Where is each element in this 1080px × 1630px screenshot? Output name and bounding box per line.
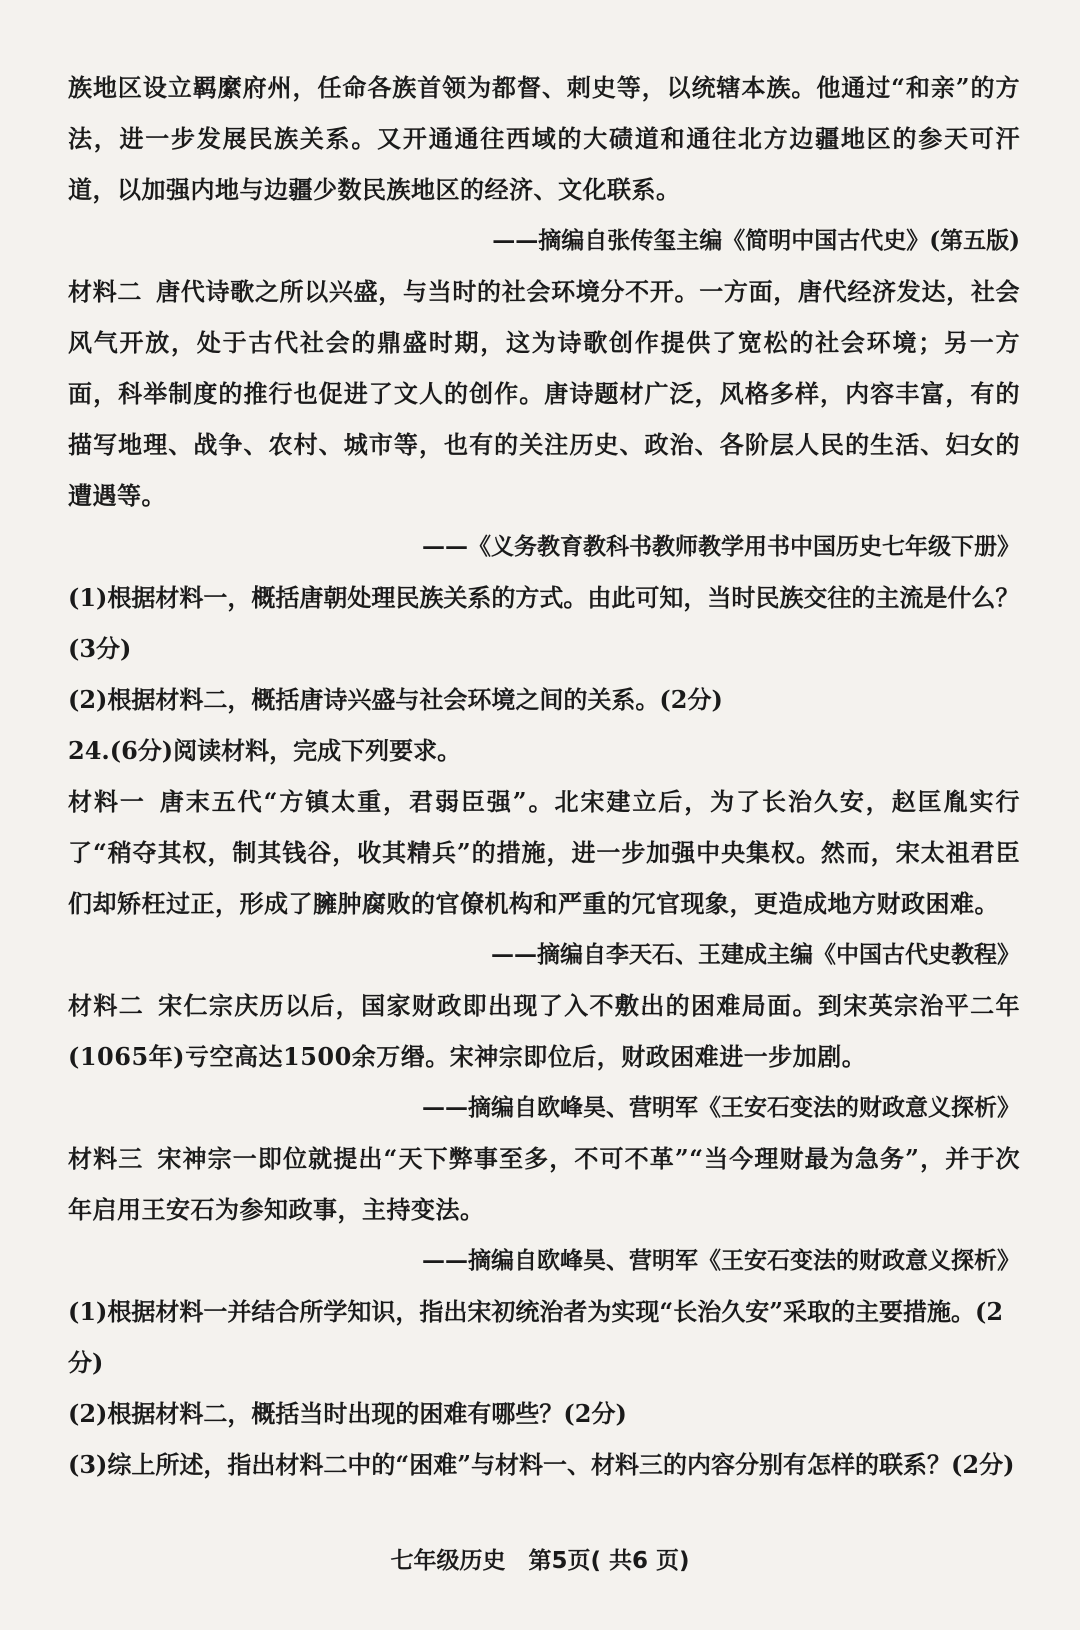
q24-part1: (1)根据材料一并结合所学知识，指出宋初统治者为实现“长治久安”采取的主要措施。(2分): [68, 1297, 1004, 1377]
q24-material1-paragraph: [68, 776, 1020, 929]
material1-continuation: 族地区设立羁縻府州，任命各族首领为都督、刺史等，以统辖本族。他通过“和亲”的方法，进一步发展民族关系。又开通通往西域的大碛道和通往北方边疆地区的参天可汗道，以加强内地与边疆少数民族地区的经济、文化联系。: [68, 73, 1020, 204]
material1-citation: ——摘编自张传玺主编《简明中国古代史》(第五版): [492, 227, 1020, 254]
material2-paragraph: [68, 266, 1020, 521]
material2-text: 唐代诗歌之所以兴盛，与当时的社会环境分不开。一方面，唐代经济发达，社会风气开放，处于古代社会的鼎盛时期，这为诗歌创作提供了宽松的社会环境；另一方面，科举制度的推行也促进了文人的创作。唐诗题材广泛，风格多样，内容丰富，有的描写地理、战争、农村、城市等，也有的关注历史、政治、各阶层人民的生活、妇女的遭遇等。: [68, 277, 1021, 510]
q24-material2-text: 宋仁宗庆历以后，国家财政即出现了入不敷出的困难局面。到宋英宗治平二年(1065年)亏空高达1500余万缗。宋神宗即位后，财政困难进一步加剧。: [68, 991, 1020, 1071]
q24-material1-citation: ——摘编自李天石、王建成主编《中国古代史教程》: [491, 941, 1020, 968]
q24-material3-label: 材料三: [68, 1144, 144, 1173]
q24-material2-citation: ——摘编自欧峰昊、营明军《王安石变法的财政意义探析》: [422, 1094, 1020, 1121]
q23-part1: (1)根据材料一，概括唐朝处理民族关系的方式。由此可知，当时民族交往的主流是什么？(3分): [68, 583, 1020, 663]
page-footer: 七年级历史 第5页( 共6 页): [390, 1548, 690, 1574]
q24-material2-paragraph: [68, 980, 1020, 1082]
q24-material3-citation: ——摘编自欧峰昊、营明军《王安石变法的财政意义探析》: [422, 1247, 1020, 1274]
q23-part2: (2)根据材料二，概括唐诗兴盛与社会环境之间的关系。(2分): [68, 685, 723, 714]
q24-part3: (3)综上所述，指出材料二中的“困难”与材料一、材料三的内容分别有怎样的联系？(2分): [68, 1450, 1015, 1479]
material2-citation: ——《义务教育教科书教师教学用书中国历史七年级下册》: [422, 533, 1020, 560]
q24-heading: 24.(6分)阅读材料，完成下列要求。: [68, 736, 462, 765]
q24-material3-text: 宋神宗一即位就提出“天下弊事至多，不可不革”“当今理财最为急务”，并于次年启用王安石为参知政事，主持变法。: [68, 1144, 1021, 1224]
material2-label: 材料二: [68, 277, 143, 306]
q24-material2-label: 材料二: [68, 991, 145, 1020]
q24-material1-label: 材料一: [68, 787, 146, 816]
q24-part2: (2)根据材料二，概括当时出现的困难有哪些？(2分): [68, 1399, 627, 1428]
q24-material1-text: 唐末五代“方镇太重，君弱臣强”。北宋建立后，为了长治久安，赵匡胤实行了“稍夺其权，制其钱谷，收其精兵”的措施，进一步加强中央集权。然而，宋太祖君臣们却矫枉过正，形成了臃肿腐败的官僚机构和严重的冗官现象，更造成地方财政困难。: [68, 787, 1021, 918]
q24-material3-paragraph: [68, 1133, 1020, 1235]
